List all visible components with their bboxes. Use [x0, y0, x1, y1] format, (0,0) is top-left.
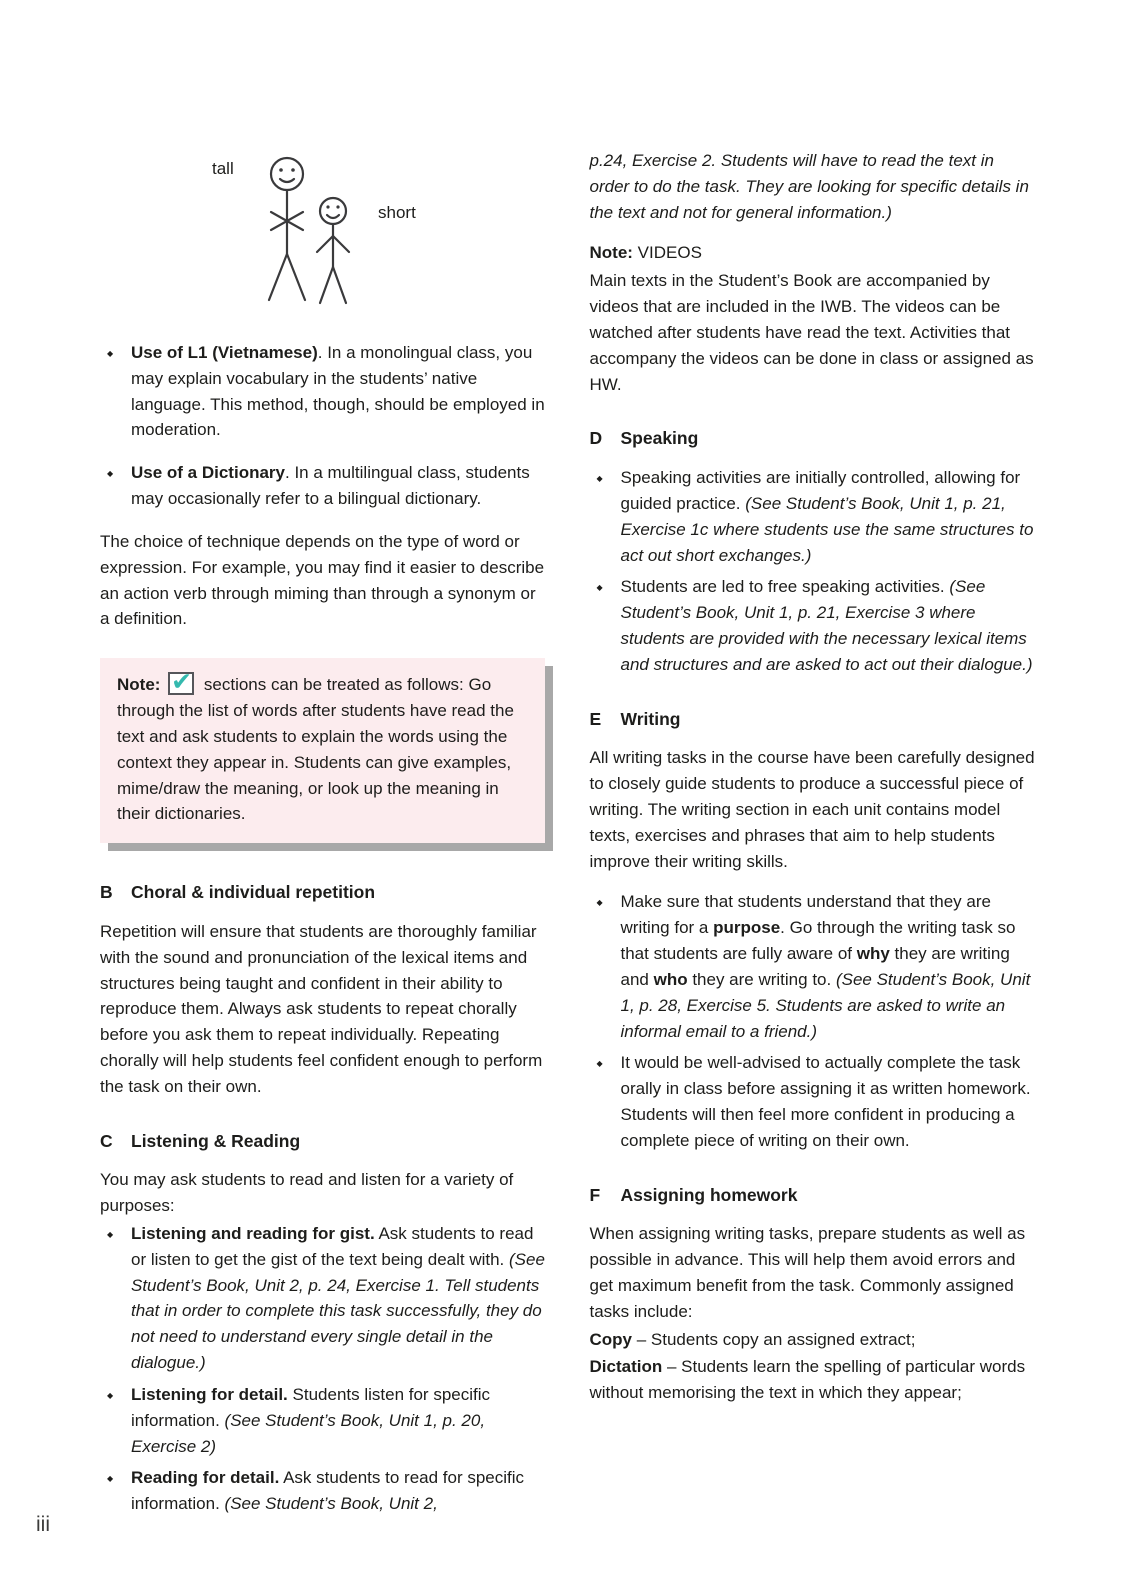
tall-short-illustration [100, 148, 548, 328]
text-run: Note: [589, 243, 633, 263]
left-column-blocks [100, 340, 548, 1517]
text-run: (See Student’s Book, Unit 1, p. 21, Exercise 1c where students use the same structures to act out short exchanges.) [620, 493, 1034, 565]
bullet-item [590, 889, 1038, 1044]
section-letter: F [589, 1184, 601, 1205]
section-title: Writing [620, 708, 681, 729]
text-run: Speaking activities are initially controlled, allowing for guided practice. [620, 468, 1021, 513]
figure-label-short: short [378, 203, 416, 222]
section-title: Speaking [620, 428, 699, 449]
bullet-text [131, 1468, 524, 1513]
text-run: (See Student’s Book, Unit 2, p. 24, Exercise 1. Tell students that in order to complete this task successfully, they do not need to understand every single detail in the dialogue.) [131, 1249, 545, 1373]
text-run: Dictation [589, 1357, 663, 1377]
text-run: Use of L1 (Vietnamese) [131, 343, 318, 362]
text-run: Listening and reading for gist. [131, 1223, 375, 1243]
section-heading [100, 879, 548, 906]
right-column [590, 148, 1038, 1523]
bullet-item [590, 574, 1038, 677]
text-run: VIDEOS [632, 243, 702, 263]
text-run: they are writing to. [687, 969, 836, 989]
section-heading [590, 1182, 1038, 1209]
paragraph [590, 148, 1038, 225]
text-run: why [856, 944, 890, 964]
text-run: Repetition will ensure that students are thoroughly familiar with the sound and pronunciation of the lexical items and structures being taught and confident in their ability to reproduce them. Always ask students to repeat chorally before you ask them to repeat individually. Repeating chorally will help students feel confident enough to perform the task on their own. [100, 921, 543, 1096]
paragraph [100, 529, 548, 632]
text-run: All writing tasks in the course have been carefully designed to closely guide students to produce a successful piece of writing. The writing section in each unit contains model texts, exercises and phrases that aim to help students improve their writing skills. [589, 748, 1035, 871]
bullet-text [131, 1385, 490, 1456]
text-run: Ask students to read for specific information. [131, 1468, 525, 1514]
figure-label-tall: tall [212, 159, 234, 178]
text-run: (See Student’s Book, Unit 1, p. 28, Exercise 5. Students are asked to write an informal email to a friend.) [620, 969, 1031, 1041]
bullet-text [621, 892, 1031, 1040]
paragraph [590, 240, 1038, 266]
section-title: Choral & individual repetition [131, 882, 376, 903]
text-run: . In a multilingual class, students may occasionally refer to a bilingual dictionary. [131, 463, 530, 509]
text-run: The choice of technique depends on the type of word or expression. For example, you may find it easier to describe an action verb through miming than through a synonym or a definition. [100, 531, 545, 629]
section-heading [590, 706, 1038, 733]
text-run: . Go through the writing task so that students are fully aware of [620, 918, 1016, 964]
section-title: Listening & Reading [131, 1130, 301, 1151]
bullet-text [131, 463, 530, 508]
section-heading [100, 1128, 548, 1155]
bullet-item [100, 1382, 548, 1459]
section-letter: E [589, 708, 602, 729]
paragraph [590, 268, 1038, 397]
section-title: Assigning homework [620, 1184, 798, 1205]
text-run: Make sure that students understand that they are writing for a [620, 892, 991, 938]
text-run: (See Student’s Book, Unit 1, p. 21, Exercise 3 where students are provided with the necessary lexical items and structures and are asked to act out their dialogue.) [620, 577, 1033, 674]
text-run: Reading for detail. [131, 1468, 280, 1488]
text-run: they are writing and [620, 944, 1010, 989]
text-run: p.24, Exercise 2. Students will have to read the text in order to do the task. They are looking for specific details in the text and not for general information.) [589, 151, 1029, 222]
bullet-item [100, 1465, 548, 1517]
text-run: – Students learn the spelling of particular words without memorising the text in which they appear; [589, 1357, 1026, 1403]
section-letter: B [100, 882, 113, 903]
paragraph [100, 919, 548, 1100]
bullet-text [621, 577, 1033, 673]
text-run: Students listen for specific information. [131, 1384, 491, 1430]
text-run: Copy [589, 1329, 632, 1349]
note-box [100, 658, 545, 843]
section-letter: D [589, 428, 603, 449]
paragraph [590, 1221, 1038, 1324]
text-run: Students are led to free speaking activities. [620, 577, 950, 597]
bullet-text [131, 343, 545, 439]
text-run: Main texts in the Student’s Book are accompanied by videos that are included in the IWB. The videos can be watched after students have read the text. Activities that accompany the videos can be done in class or assigned as HW. [589, 271, 1034, 394]
bullet-text [621, 1053, 1031, 1149]
bullet-item [590, 465, 1038, 568]
text-run: (See Student’s Book, Unit 1, p. 20, Exercise 2) [131, 1410, 486, 1456]
text-run: It would be well-advised to actually complete the task orally in class before assigning it as written homework. Students will then feel more confident in producing a complete piece of writing on their own. [620, 1053, 1031, 1150]
bullet-text [621, 468, 1034, 564]
bullet-item [590, 1050, 1038, 1153]
text-run: (See Student’s Book, Unit 2, [224, 1494, 438, 1514]
text-run: sections can be treated as follows: Go through the list of words after students have read the text and ask students to explain the words using the context they appear in. Students can give examples, mime/draw the meaning, or look up the meaning in their dictionaries. [117, 675, 514, 824]
paragraph [590, 745, 1038, 874]
bullet-item [100, 340, 548, 443]
left-column [100, 148, 548, 1523]
bullet-text [131, 1224, 545, 1372]
paragraph [590, 1327, 1038, 1353]
paragraph [100, 1167, 548, 1219]
text-run: – Students copy an assigned extract; [632, 1329, 916, 1349]
section-heading [590, 425, 1038, 452]
bullet-item [100, 1221, 548, 1376]
text-run: Ask students to read or listen to get the gist of the text being dealt with. [131, 1223, 534, 1269]
section-letter: C [100, 1130, 113, 1151]
text-run: Listening for detail. [131, 1384, 288, 1404]
right-column-blocks [590, 148, 1038, 1406]
bullet-item [100, 460, 548, 512]
text-run: When assigning writing tasks, prepare students as well as possible in advance. This will help them avoid errors and get maximum benefit from the task. Commonly assigned tasks include: [589, 1224, 1026, 1321]
page-number: iii [36, 1513, 50, 1536]
text-run: who [653, 969, 688, 989]
text-run: Use of a Dictionary [131, 463, 285, 483]
text-run: . In a monolingual class, you may explain vocabulary in the students’ native language. This method, though, should be employed in moderation. [131, 343, 545, 440]
stick-figures-drawing [100, 148, 550, 328]
paragraph [590, 1354, 1038, 1406]
text-run: Note: [117, 675, 166, 695]
checkbox-check-icon [168, 672, 194, 695]
text-run: You may ask students to read and listen for a variety of purposes: [100, 1170, 514, 1216]
text-run: purpose [713, 918, 781, 938]
